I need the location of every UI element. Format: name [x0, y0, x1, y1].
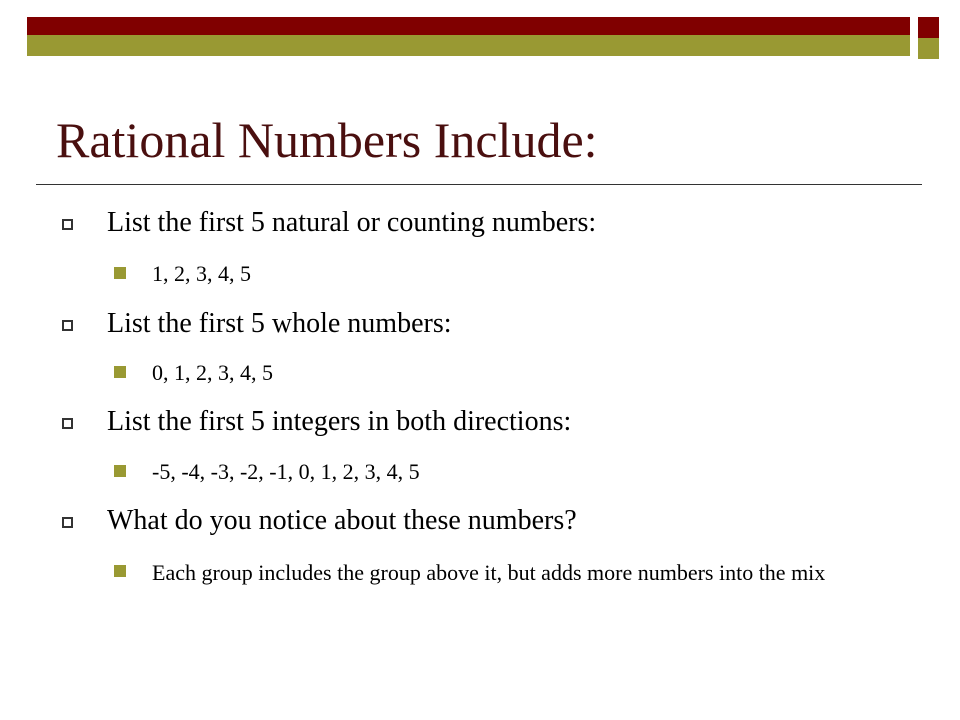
sub-bullet-text: 1, 2, 3, 4, 5 [152, 261, 251, 286]
hollow-square-bullet-icon [62, 517, 73, 528]
slide-title: Rational Numbers Include: [56, 112, 598, 168]
filled-square-bullet-icon [114, 267, 126, 279]
sub-bullet-text: Each group includes the group above it, but adds more numbers into the mix [152, 560, 826, 585]
hollow-square-bullet-icon [62, 219, 73, 230]
filled-square-bullet-icon [114, 366, 126, 378]
bullet-text: List the first 5 integers in both directions: [107, 406, 572, 437]
bullet-text: What do you notice about these numbers? [107, 505, 577, 536]
sub-bullet-text: -5, -4, -3, -2, -1, 0, 1, 2, 3, 4, 5 [152, 459, 420, 484]
filled-square-bullet-icon [114, 565, 126, 577]
hollow-square-bullet-icon [62, 320, 73, 331]
sub-bullet-text: 0, 1, 2, 3, 4, 5 [152, 360, 273, 385]
bullet-text: List the first 5 natural or counting numbers: [107, 207, 597, 238]
hollow-square-bullet-icon [62, 418, 73, 429]
bullet-text: List the first 5 whole numbers: [107, 308, 452, 339]
filled-square-bullet-icon [114, 465, 126, 477]
